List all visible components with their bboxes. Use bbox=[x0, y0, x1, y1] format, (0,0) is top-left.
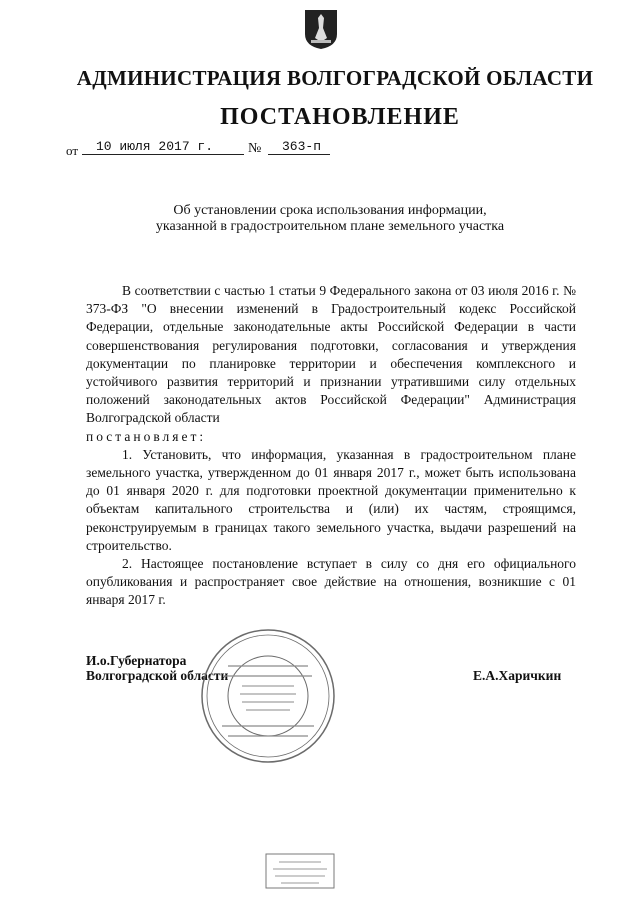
date-number-line bbox=[66, 139, 366, 159]
signatory-name: Е.А.Харичкин bbox=[473, 668, 562, 683]
document-body bbox=[86, 282, 576, 610]
volgograd-emblem-icon bbox=[303, 8, 339, 50]
preamble-paragraph: В соответствии с частью 1 статьи 9 Федерального закона от 03 июля 2016 г. № 373-ФЗ "О внесении изменений в Градостроительный кодекс Российской Федерации, отдельные законодательные акты Российской Федерации в части совершенствования регулирования подготовки, согласования и утверждения документации по планировке территории и обеспечения комплексного и устойчивого развития территорий и признании утратившими силу отдельных положений законодательных актов Российской Федерации" Администрация Волгоградской области bbox=[86, 283, 576, 426]
document-type-title: ПОСТАНОВЛЕНИЕ bbox=[220, 104, 460, 130]
department-stamp-icon bbox=[265, 853, 335, 889]
item-1-paragraph: 1. Установить, что информация, указанная в градостроительном плане земельного участка, утвержденном до 01 января 2017 г., может быть использована до 01 января 2020 г. для подготовки проектной документации применительно к объектам капитального строительства и (или) их частям, строящимся, реконструируемым в границах такого земельного участка, выдачи разрешений на строительство. bbox=[86, 446, 576, 553]
official-seal-icon bbox=[198, 626, 338, 766]
subject-line-2: указанной в градостроительном плане земельного участка bbox=[155, 219, 505, 234]
position-line-2: Волгоградской области bbox=[86, 668, 229, 683]
from-label: от bbox=[66, 143, 79, 158]
subject-line-1: Об установлении срока использования информации, bbox=[173, 203, 487, 218]
organization-title: АДМИНИСТРАЦИЯ ВОЛГОГРАДСКОЙ ОБЛАСТИ bbox=[76, 66, 594, 90]
position-line-1: И.о.Губернатора bbox=[86, 653, 187, 668]
document-subject bbox=[0, 203, 640, 235]
document-number: 363-п bbox=[268, 139, 330, 155]
decree-word: постановляет: bbox=[86, 428, 207, 444]
number-label: № bbox=[248, 141, 262, 156]
document-date: 10 июля 2017 г. bbox=[82, 139, 244, 155]
item-2-paragraph: 2. Настоящее постановление вступает в силу со дня его официального опубликования и распространяет свое действие на отношения, возникшие с 01 января 2017 г. bbox=[86, 556, 576, 608]
